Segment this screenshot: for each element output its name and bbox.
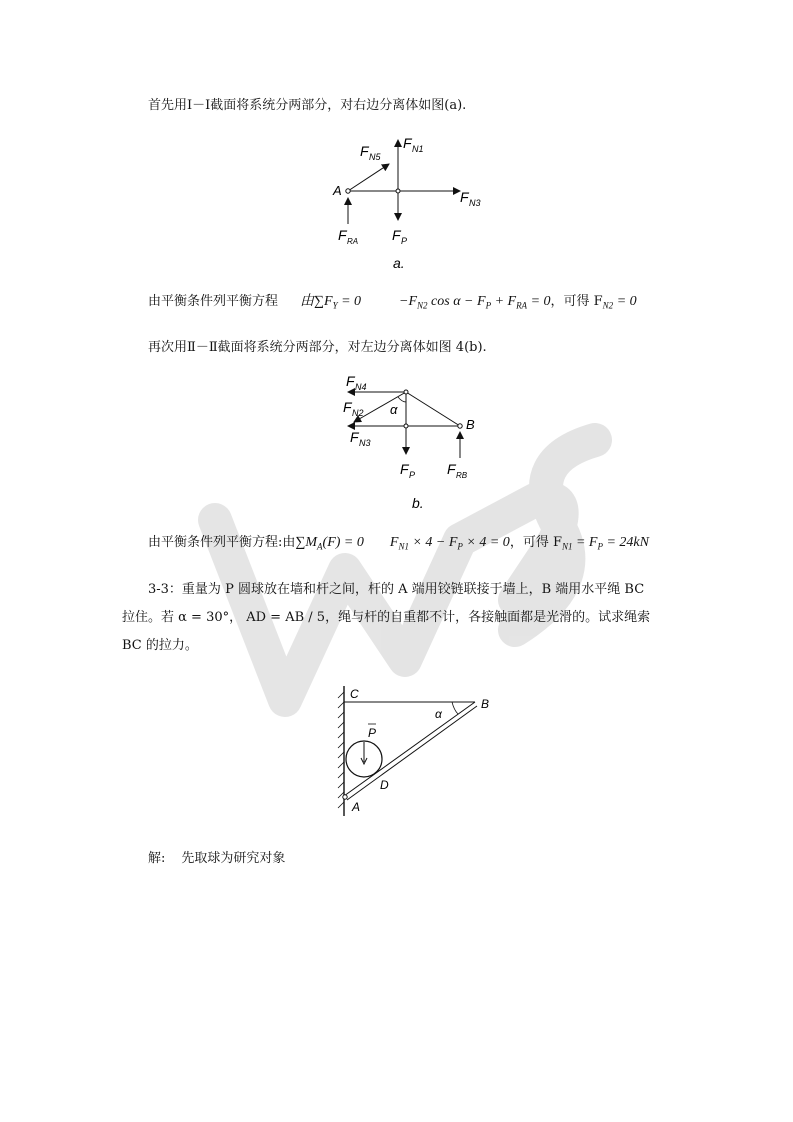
svg-text:A: A	[352, 800, 361, 814]
svg-text:P: P	[401, 236, 408, 246]
problem-3-3-line-2: 拉住。若 α = 30°， AD = AB / 5，绳与杆的自重都不计，各接触面都是光滑的。试求绳索	[122, 610, 651, 625]
svg-text:α: α	[435, 707, 442, 721]
svg-text:F: F	[403, 135, 412, 151]
svg-text:F: F	[346, 373, 355, 389]
svg-text:RB: RB	[456, 471, 468, 480]
svg-text:N5: N5	[369, 152, 381, 162]
svg-text:F: F	[360, 143, 369, 159]
solution-line: 解: 先取球为研究对象	[148, 851, 286, 866]
svg-text:N1: N1	[412, 144, 424, 154]
svg-text:F: F	[400, 461, 409, 477]
svg-text:C: C	[350, 687, 359, 701]
svg-text:RA: RA	[347, 237, 359, 246]
svg-text:P: P	[368, 726, 377, 740]
svg-text:F: F	[447, 461, 456, 477]
label-A: A	[333, 183, 342, 198]
svg-text:F: F	[350, 429, 359, 445]
problem-3-3-line-3: BC 的拉力。	[122, 638, 198, 653]
paragraph-intro-section-2: 再次用Ⅱ－Ⅱ截面将系统分两部分，对左边分离体如图 4(b).	[148, 340, 487, 355]
paragraph-equation-2: 由平衡条件列平衡方程:由$\sum M_A(F) = 0$ $F_{N1} \times 4 - F_P \times 4 = 0$，可得 $F_{N1} = F_P = 24kN$	[148, 535, 649, 552]
svg-text:N3: N3	[469, 198, 481, 208]
svg-text:F: F	[343, 399, 352, 415]
paragraph-intro-section-1: 首先用Ⅰ－Ⅰ截面将系统分两部分，对右边分离体如图(a).	[148, 98, 467, 113]
caption-b: b.	[412, 495, 424, 511]
svg-text:B: B	[466, 417, 475, 432]
svg-text:N3: N3	[359, 438, 371, 448]
svg-text:P: P	[409, 470, 416, 480]
svg-text:α: α	[390, 402, 398, 417]
caption-a: a.	[393, 255, 405, 271]
svg-text:N2: N2	[352, 408, 364, 418]
figure-a	[325, 128, 495, 274]
svg-text:N4: N4	[355, 382, 367, 392]
paragraph-equation-1: 由平衡条件列平衡方程 由$\sum F_Y = 0 -F_{N2}$ $\cos \alpha - F_P + F_{RA} = 0$，可得 $F_{N2} = 0$	[148, 294, 637, 311]
problem-3-3-line-1: 3-3：重量为 P 圆球放在墙和杆之间，杆的 A 端用铰链联接于墙上，B 端用水平绳 BC	[148, 582, 645, 597]
svg-text:F: F	[392, 227, 401, 243]
svg-text:D: D	[380, 778, 389, 792]
svg-text:F: F	[460, 189, 469, 205]
figure-b	[340, 372, 490, 514]
svg-text:F: F	[338, 227, 347, 243]
svg-text:B: B	[481, 697, 490, 711]
figure-wall-rod-ball	[330, 682, 500, 820]
